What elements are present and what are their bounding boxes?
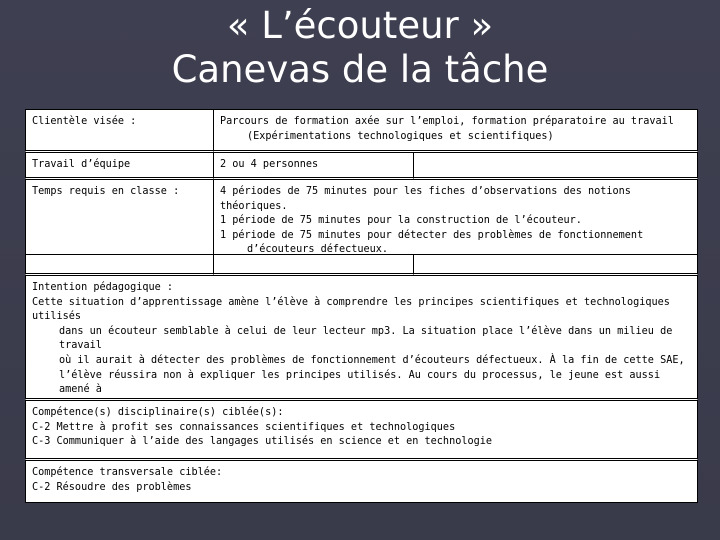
- temps-label-cell: [25, 179, 214, 255]
- travail-empty-cell: [413, 152, 698, 180]
- clientele-label-cell: [25, 109, 214, 153]
- clientele-line-1: Parcours de formation axée sur l’emploi, formation préparatoire au travail: [220, 116, 674, 127]
- temps-line-3: 1 période de 75 minutes pour détecter des problèmes de fonctionnement: [220, 229, 644, 241]
- travail-label: Travail d’équipe: [32, 159, 131, 170]
- intention-first-line: Cette situation d’apprentissage amène l’élève à comprendre les principes scientifiques et technologiques utilisés: [32, 296, 670, 323]
- task-canvas-table: [25, 109, 698, 503]
- clientele-label: Clientèle visée :: [32, 116, 137, 127]
- temps-value-cell: [213, 179, 698, 255]
- intention-line: où il aurait à détecter des problèmes de fonctionnement d’écouteurs défectueux. À la fin de cette SAE,: [59, 354, 685, 366]
- competences-heading: Compétence(s) disciplinaire(s) ciblée(s):: [32, 407, 284, 418]
- clientele-line-2: (Expérimentations technologiques et scientifiques): [247, 130, 554, 142]
- clientele-value-cell: [213, 109, 698, 153]
- intention-line: dans un écouteur semblable à celui de leur lecteur mp3. La situation place l’élève dans un milieu de travail: [59, 325, 673, 352]
- transversale-cell: [25, 460, 698, 503]
- intention-cell: [25, 275, 698, 401]
- travail-value-cell: [213, 152, 414, 180]
- temps-line-1: 4 périodes de 75 minutes pour les fiches d’observations des notions théoriques.: [220, 186, 631, 212]
- intention-line: l’élève réussira non à expliquer les principes utilisés. Au cours du processus, le jeune est aussi amené à: [59, 369, 661, 396]
- transversale-c2: C-2 Résoudre des problèmes: [32, 481, 192, 493]
- intention-heading: Intention pédagogique :: [32, 282, 174, 293]
- temps-line-2: 1 période de 75 minutes pour la construction de l’écouteur.: [220, 215, 582, 227]
- competence-c3: C-3 Communiquer à l’aide des langages utilisés en science et en technologie: [32, 436, 493, 448]
- slide-title: [0, 4, 720, 92]
- transversale-heading: Compétence transversale ciblée:: [32, 467, 223, 478]
- empty-cell-a: [25, 254, 214, 276]
- temps-label: Temps requis en classe :: [32, 186, 180, 197]
- title-line-2: Canevas de la tâche: [171, 48, 549, 91]
- empty-cell-c: [413, 254, 698, 276]
- competence-c2: C-2 Mettre à profit ses connaissances scientifiques et technologiques: [32, 421, 456, 433]
- temps-line-4: d’écouteurs défectueux.: [247, 244, 389, 255]
- empty-cell-b: [213, 254, 414, 276]
- travail-label-cell: [25, 152, 214, 180]
- title-line-1: « L’écouteur »: [226, 4, 494, 47]
- travail-value: 2 ou 4 personnes: [220, 159, 319, 170]
- competences-cell: [25, 400, 698, 461]
